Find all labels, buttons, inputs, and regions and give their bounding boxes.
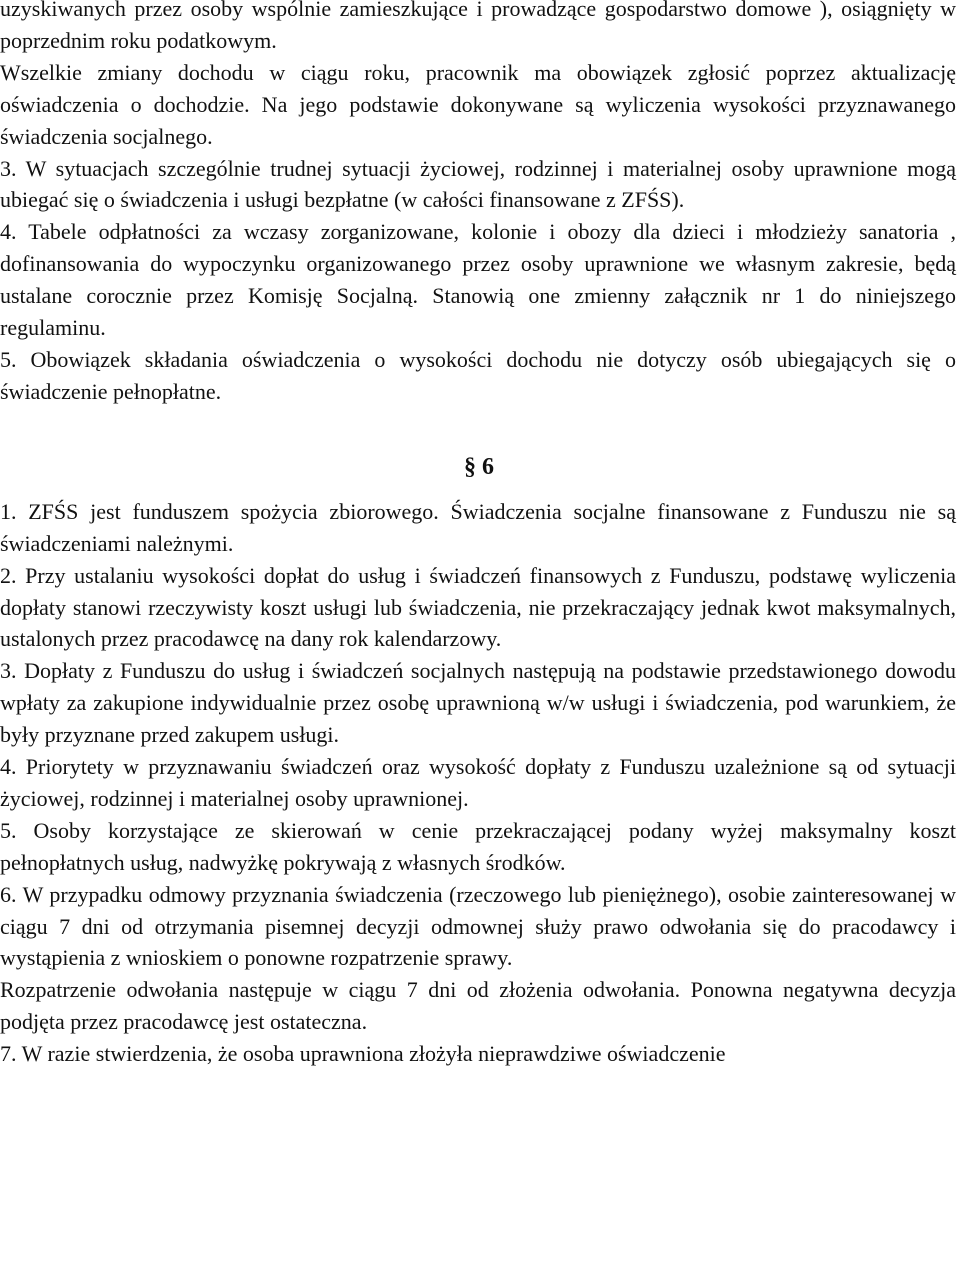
paragraph-point-4: 4. Tabele odpłatności za wczasy zorganizowane, kolonie i obozy dla dzieci i młodzieży sanatoria , dofinansowania do wypoczynku organizowanego przez osoby uprawnione we własnym zakresie, będą ustalane corocznie przez Komisję Socjalną. Stanowią one zmienny załącznik nr 1 do niniejszego regulaminu. [0, 219, 956, 341]
paragraph-point-3: 3. W sytuacjach szczególnie trudnej sytuacji życiowej, rodzinnej i materialnej osoby uprawnione mogą ubiegać się o świadczenia i usługi bezpłatne (w całości finansowane z ZFŚS). [0, 155, 956, 213]
section6-point-1: 1. ZFŚS jest funduszem spożycia zbiorowego. Świadczenia socjalne finansowane z Funduszu nie są świadczeniami należnymi. [0, 498, 956, 556]
section6-point-4: 4. Priorytety w przyznawaniu świadczeń oraz wysokość dopłaty z Funduszu uzależnione są od sytuacji życiowej, rodzinnej i materialnej osoby uprawnionej. [0, 754, 956, 811]
section6-point-5: 5. Osoby korzystające ze skierowań w cenie przekraczającej podany wyżej maksymalny koszt pełnopłatnych usług, nadwyżkę pokrywają z własnych środków. [0, 817, 956, 875]
section6-point-2: 2. Przy ustalaniu wysokości dopłat do usług i świadczeń finansowych z Funduszu, podstawę wyliczenia dopłaty stanowi rzeczywisty koszt usługi lub świadczenia, nie przekraczający jednak kwot maksymalnych, ustalonych przez pracodawcę na dany rok kalendarzowy. [0, 562, 956, 652]
section6-point-3: 3. Dopłaty z Funduszu do usług i świadczeń socjalnych następują na podstawie przedstawionego dowodu wpłaty za zakupione indywidualnie przez osobę uprawnioną w/w usługi i świadczenia, pod warunkiem, że były przyznane przed zakupem usługi. [0, 658, 956, 748]
paragraph-income-changes: Wszelkie zmiany dochodu w ciągu roku, pracownik ma obowiązek zgłosić poprzez aktualizację oświadczenia o dochodzie. Na jego podstawie dokonywane są wyliczenia wysokości przyznawanego świadczenia socjalnego. [0, 59, 956, 149]
paragraph-point-5: 5. Obowiązek składania oświadczenia o wysokości dochodu nie dotyczy osób ubiegających się o świadczenie pełnopłatne. [0, 346, 956, 404]
paragraph-income-definition: uzyskiwanych przez osoby wspólnie zamieszkujące i prowadzące gospodarstwo domowe ), osiągnięty w poprzednim roku podatkowym. [0, 0, 956, 53]
section6-point-6: 6. W przypadku odmowy przyznania świadczenia (rzeczowego lub pieniężnego), osobie zainteresowanej w ciągu 7 dni od otrzymania pisemnej decyzji odmownej służy prawo odwołania się do pracodawcy i wystąpienia z wnioskiem o ponowne rozpatrzenie sprawy. [0, 881, 956, 971]
section6-appeal-note: Rozpatrzenie odwołania następuje w ciągu 7 dni od złożenia odwołania. Ponowna negatywna decyzja podjęta przez pracodawcę jest ostateczna. [0, 977, 956, 1035]
section-heading: § 6 [464, 453, 494, 480]
section6-point-7: 7. W razie stwierdzenia, że osoba uprawniona złożyła nieprawdziwe oświadczenie [0, 1041, 726, 1067]
